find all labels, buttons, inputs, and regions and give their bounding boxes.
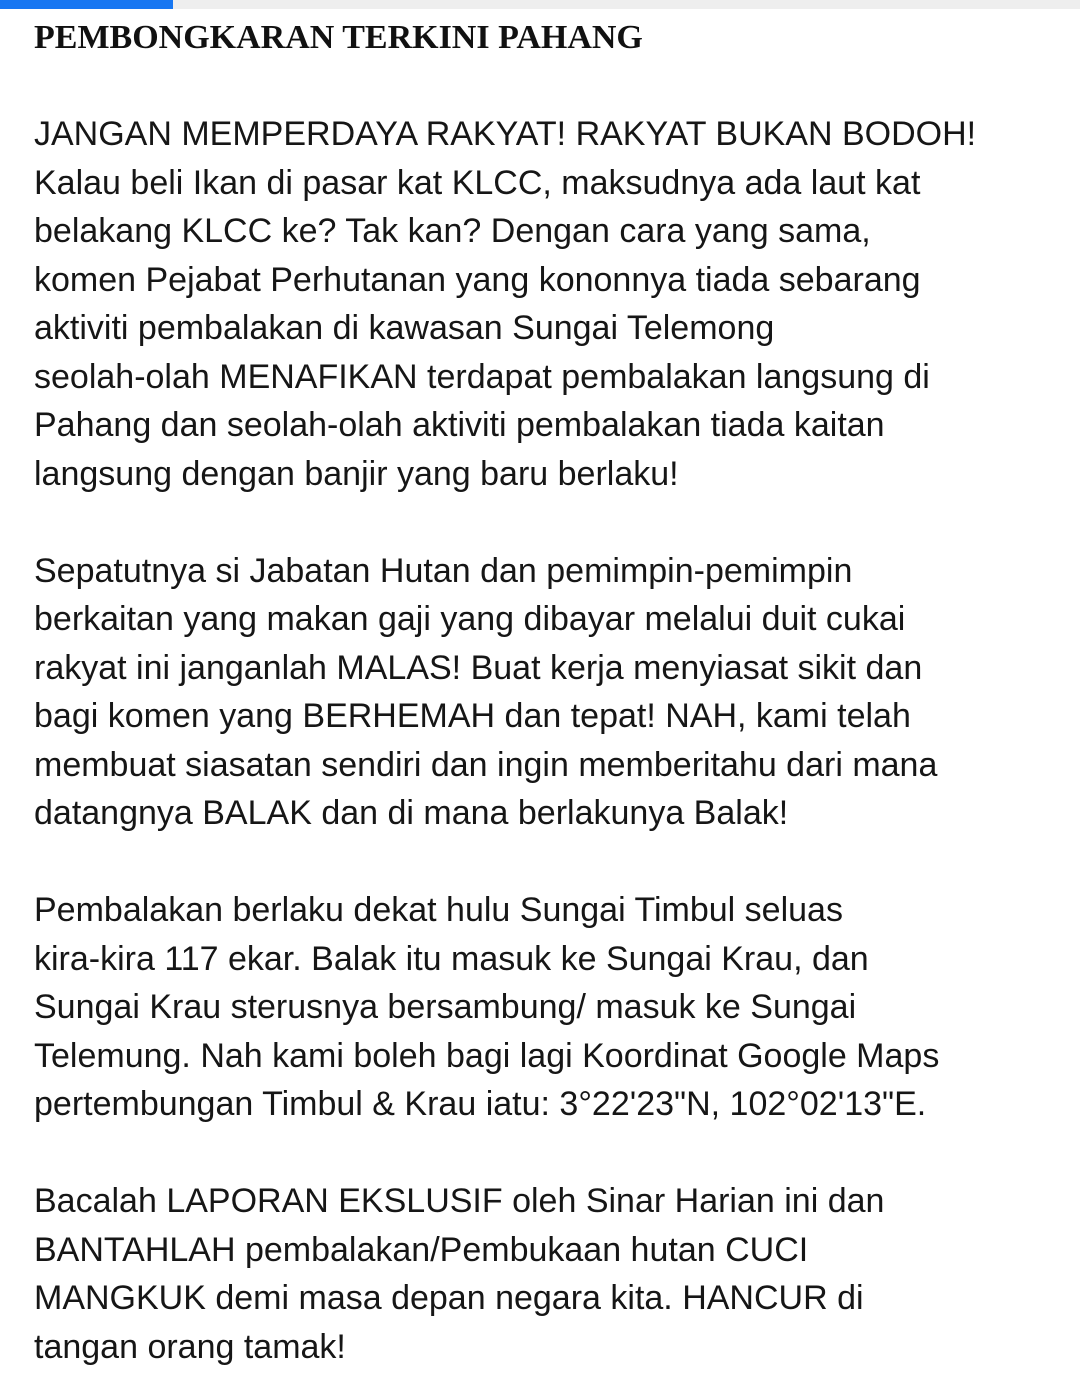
post-paragraph: JANGAN MEMPERDAYA RAKYAT! RAKYAT BUKAN BODOH! Kalau beli Ikan di pasar kat KLCC, maksudnya ada laut kat belakang KLCC ke? Tak kan? Dengan cara yang sama, komen Pejabat Perhutanan yang kononnya tiada sebarang aktiviti pembalakan di kawasan Sungai Telemong seolah-olah MENAFIKAN terdapat pembalakan langsung di Pahang dan seolah-olah aktiviti pembalakan tiada kaitan langsung dengan banjir yang baru berlaku! xyxy=(34,115,977,493)
post-paragraph: Sepatutnya si Jabatan Hutan dan pemimpin-pemimpin berkaitan yang makan gaji yang dibayar melalui duit cukai rakyat ini janganlah MALAS! Buat kerja menyiasat sikit dan bagi komen yang BERHEMAH dan tepat! NAH, kami telah membuat siasatan sendiri dan ingin memberitahu dari mana datangnya BALAK dan di mana berlakunya Balak! xyxy=(34,551,938,832)
reading-progress-fill xyxy=(0,0,173,9)
post-paragraph: Pembalakan berlaku dekat hulu Sungai Timbul seluas kira-kira 117 ekar. Balak itu masuk ke Sungai Krau, dan Sungai Krau sterusnya bersambung/ masuk ke Sungai Telemung. Nah kami boleh bagi lagi Koordinat Google Maps pertembungan Timbul & Krau iatu: 3°22'23"N, 102°02'13"E. xyxy=(34,891,940,1123)
post-body xyxy=(34,110,1064,1371)
reading-progress-bar xyxy=(0,0,1080,9)
post-paragraph: Bacalah LAPORAN EKSLUSIF oleh Sinar Harian ini dan BANTAHLAH pembalakan/Pembukaan hutan CUCI MANGKUK demi masa depan negara kita. HANCUR di tangan orang tamak! xyxy=(34,1182,885,1366)
post-title: PEMBONGKARAN TERKINI PAHANG xyxy=(34,19,643,56)
